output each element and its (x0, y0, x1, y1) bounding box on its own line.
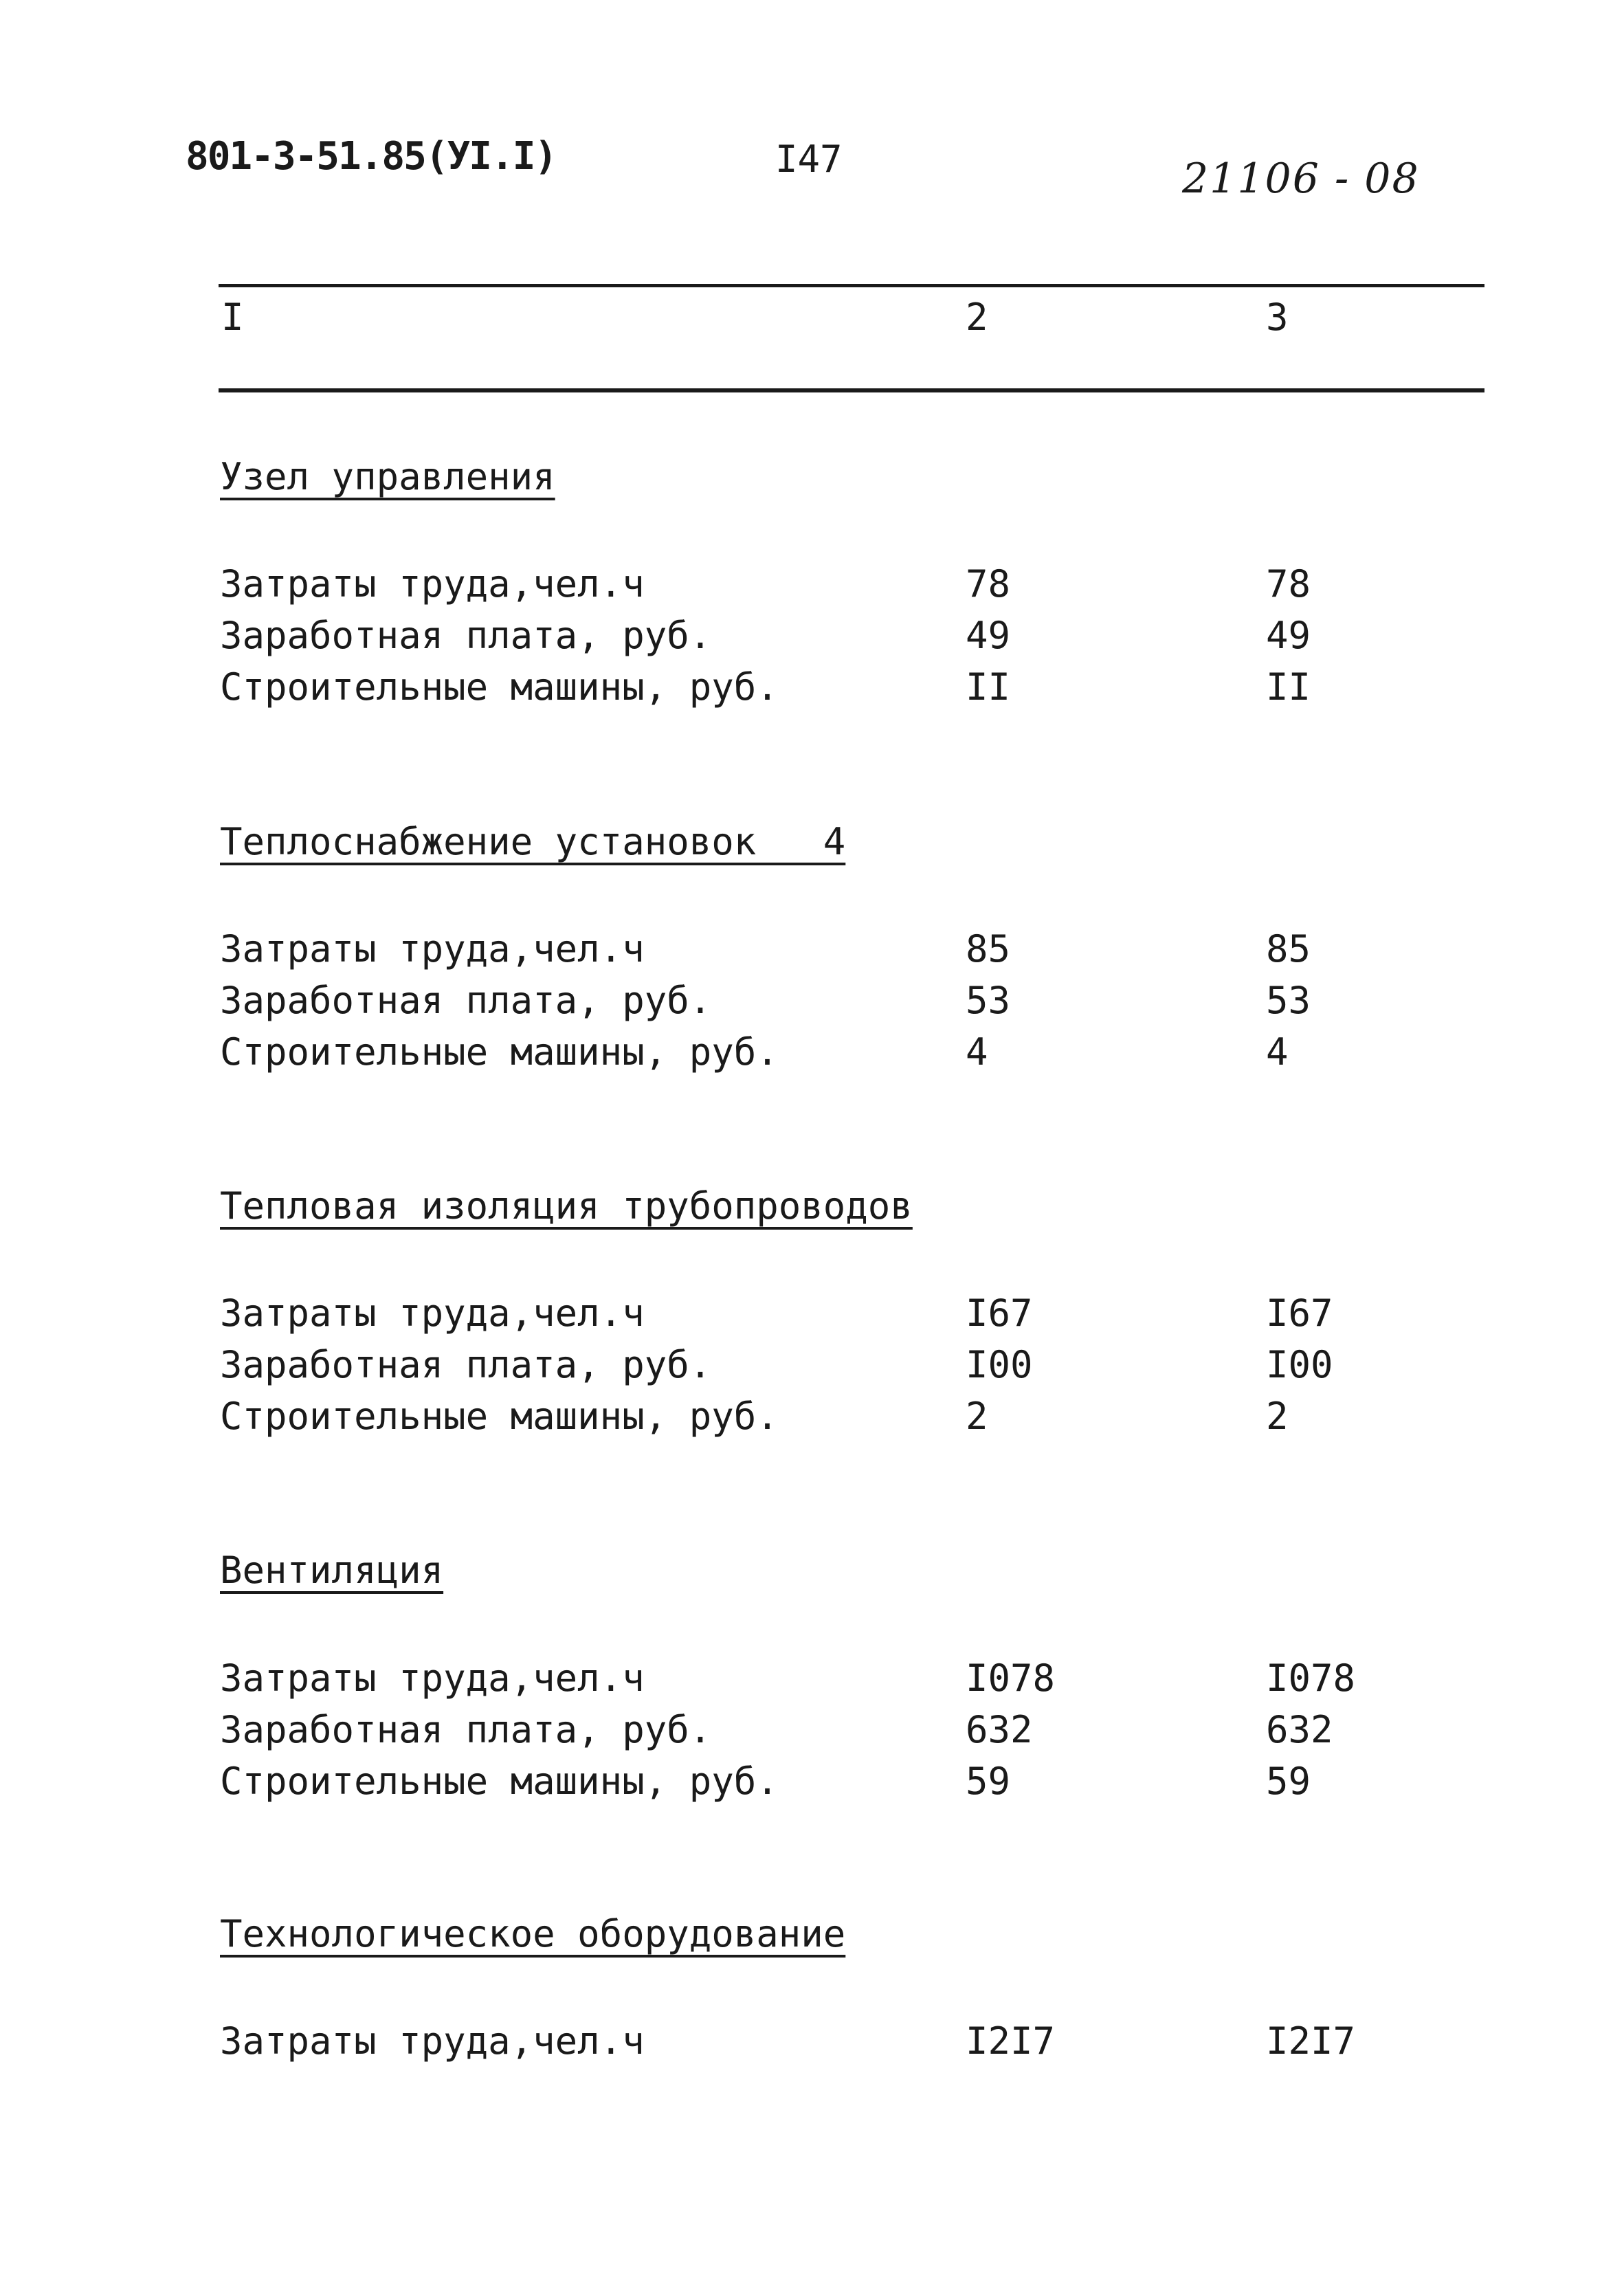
row-value-col2: 78 (966, 562, 1011, 606)
row-label: Строительные машины, руб. (220, 1030, 779, 1074)
column-header-1: I (221, 296, 244, 339)
row-value-col2: 59 (966, 1760, 1011, 1803)
row-value-col2: 53 (966, 979, 1011, 1022)
row-value-col2: II (966, 665, 1011, 709)
row-label: Строительные машины, руб. (220, 665, 779, 709)
row-value-col3: II (1266, 665, 1311, 709)
row-value-col3: 2 (1266, 1395, 1289, 1438)
row-value-col2: I2I7 (966, 2019, 1056, 2063)
row-label: Строительные машины, руб. (220, 1395, 779, 1438)
section-title-process-equipment: Технологическое оборудование (220, 1912, 846, 1955)
section-title-control-unit: Узел управления (220, 455, 555, 498)
row-label: Заработная плата, руб. (220, 614, 712, 657)
row-label: Затраты труда,чел.ч (220, 1656, 645, 1700)
row-value-col3: 59 (1266, 1760, 1311, 1803)
table-top-rule (219, 284, 1484, 287)
row-value-col3: 85 (1266, 927, 1311, 971)
section-title-ventilation: Вентиляция (220, 1549, 444, 1592)
row-label: Затраты труда,чел.ч (220, 562, 645, 606)
row-value-col2: 632 (966, 1708, 1033, 1751)
row-label: Заработная плата, руб. (220, 979, 712, 1022)
section-title-pipe-insulation: Тепловая изоляция трубопроводов (220, 1184, 913, 1228)
row-value-col2: 4 (966, 1030, 988, 1074)
row-value-col3: I00 (1266, 1343, 1333, 1386)
row-value-col2: 49 (966, 614, 1011, 657)
row-value-col3: 53 (1266, 979, 1311, 1022)
row-label: Затраты труда,чел.ч (220, 1291, 645, 1335)
row-label: Затраты труда,чел.ч (220, 2019, 645, 2063)
row-label: Затраты труда,чел.ч (220, 927, 645, 971)
row-value-col3: I67 (1266, 1291, 1333, 1335)
row-value-col3: I078 (1266, 1656, 1356, 1700)
row-value-col2: I078 (966, 1656, 1056, 1700)
row-value-col3: 49 (1266, 614, 1311, 657)
section-title-heat-supply: Теплоснабжение установок 4 (220, 820, 846, 863)
row-value-col2: I00 (966, 1343, 1033, 1386)
row-value-col2: 85 (966, 927, 1011, 971)
row-label: Заработная плата, руб. (220, 1343, 712, 1386)
row-value-col2: 2 (966, 1395, 988, 1438)
row-value-col3: 632 (1266, 1708, 1333, 1751)
page-number: I47 (775, 137, 843, 181)
column-header-2: 2 (966, 296, 988, 339)
row-value-col3: I2I7 (1266, 2019, 1356, 2063)
document-code: 801-3-51.85(УI.I) (186, 134, 557, 179)
row-label: Строительные машины, руб. (220, 1760, 779, 1803)
row-value-col3: 78 (1266, 562, 1311, 606)
table-header-rule (219, 388, 1484, 392)
row-value-col2: I67 (966, 1291, 1033, 1335)
column-header-3: 3 (1266, 296, 1289, 339)
row-label: Заработная плата, руб. (220, 1708, 712, 1751)
row-value-col3: 4 (1266, 1030, 1289, 1074)
handwritten-number: 21106 - 08 (1182, 155, 1420, 203)
